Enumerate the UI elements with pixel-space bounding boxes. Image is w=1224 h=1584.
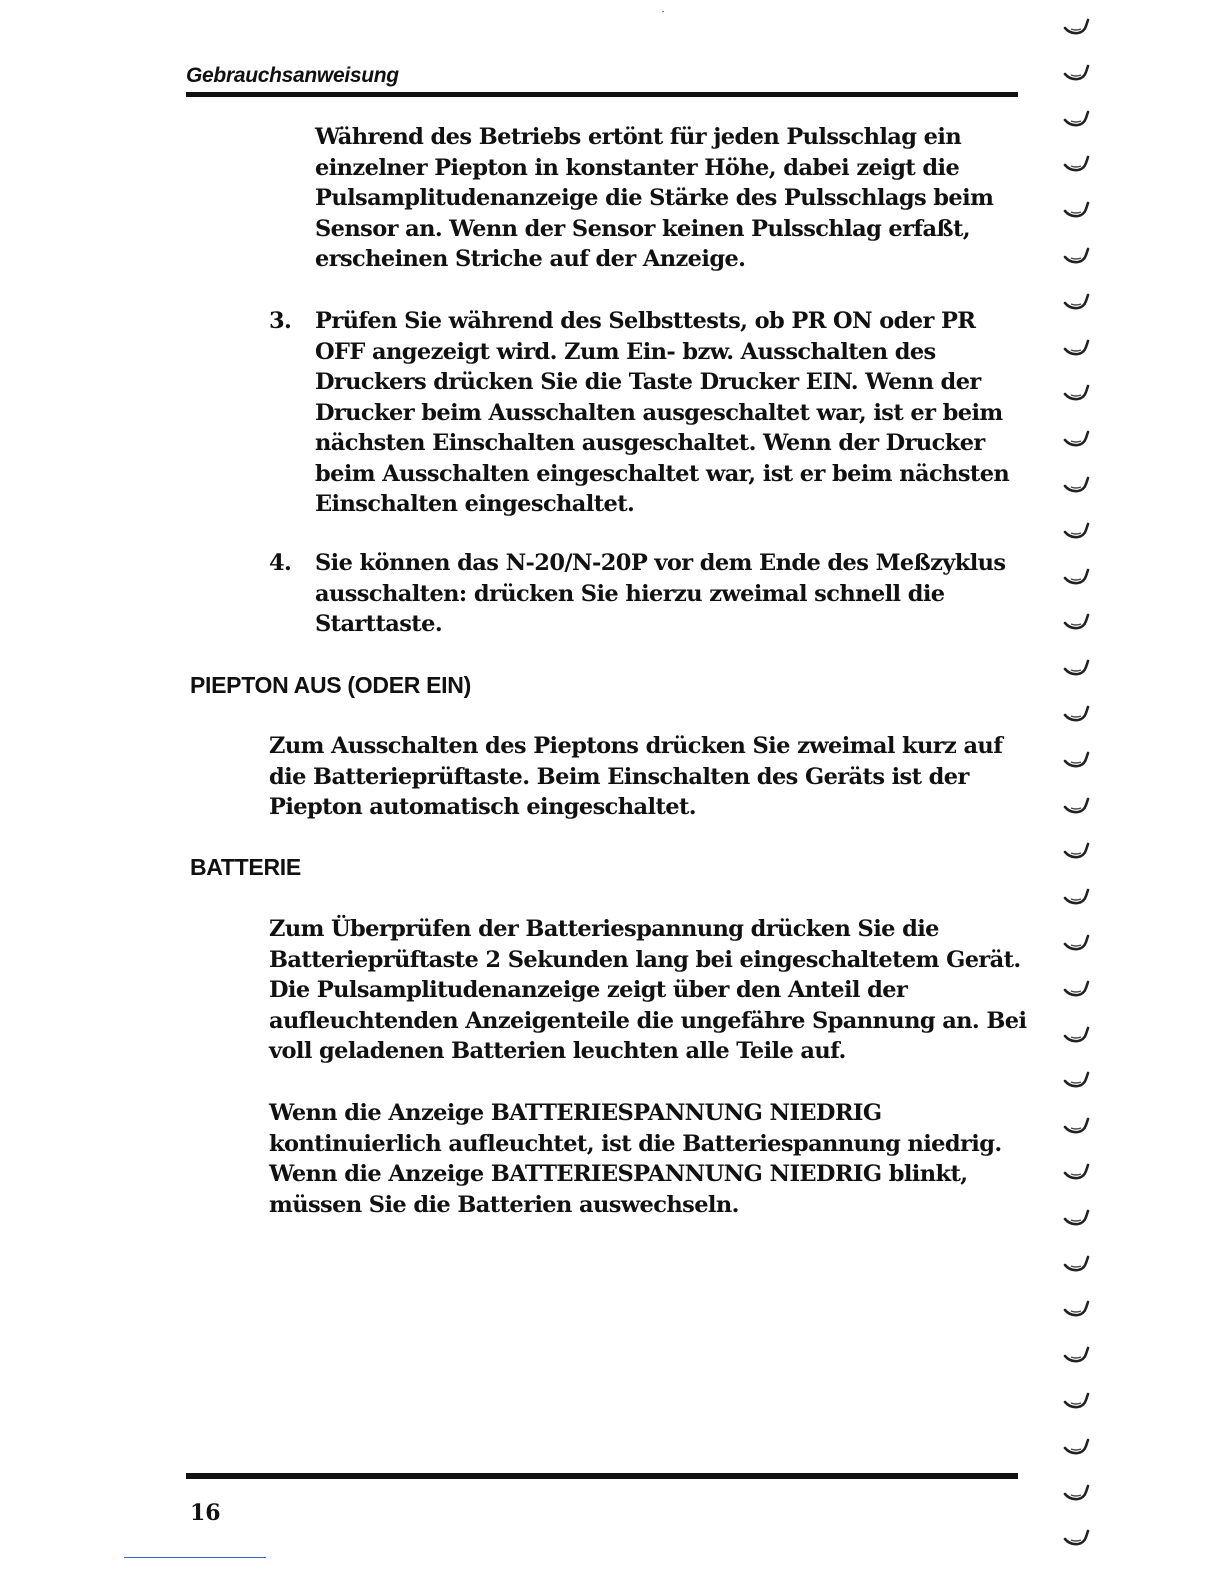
batterie-paragraph-2 — [269, 1098, 1002, 1220]
text-line: Sie können das N-20/N-20P vor dem Ende des Meßzyklus — [315, 550, 1006, 576]
text-line: Pulsamplitudenanzeige die Stärke des Pulsschlags beim — [315, 185, 994, 211]
text-line: einzelner Piepton in konstanter Höhe, dabei zeigt die — [315, 154, 960, 181]
text-line: Drucker beim Ausschalten ausgeschaltet war, ist er beim — [315, 399, 1003, 426]
spiral-binding-ring-icon — [1062, 1163, 1094, 1183]
spiral-binding-ring-icon — [1062, 155, 1094, 175]
page-header-title: Gebrauchsanweisung — [186, 64, 399, 87]
text-line: Zum Überprüfen der Batteriespannung drücken Sie die — [269, 916, 939, 942]
text-line: Die Pulsamplitudenanzeige zeigt über den Anteil der — [269, 977, 908, 1003]
spiral-binding-ring-icon — [1062, 1529, 1094, 1549]
spiral-binding-ring-icon — [1062, 842, 1094, 862]
text-line: Wenn die Anzeige BATTERIESPANNUNG NIEDRIG blinkt, — [269, 1161, 968, 1187]
spiral-binding-ring-icon — [1062, 1484, 1094, 1504]
text-line: erscheinen Striche auf der Anzeige. — [315, 246, 746, 272]
spiral-binding-ring-icon — [1062, 568, 1094, 588]
step-text — [315, 548, 1006, 640]
footer-rule — [186, 1473, 1018, 1479]
spiral-binding-ring-icon — [1062, 1346, 1094, 1366]
spiral-binding-ring-icon — [1062, 1026, 1094, 1046]
spiral-binding-ring-icon — [1062, 980, 1094, 1000]
spiral-binding-ring-icon — [1062, 934, 1094, 954]
text-line: Zum Ausschalten des Pieptons drücken Sie zweimal kurz auf — [269, 733, 1003, 759]
text-line: beim Ausschalten eingeschaltet war, ist er beim nächsten — [315, 460, 1010, 487]
spiral-binding-ring-icon — [1062, 64, 1094, 84]
spiral-binding-ring-icon — [1062, 888, 1094, 908]
spiral-binding-ring-icon — [1062, 613, 1094, 633]
section-heading-batterie: BATTERIE — [190, 854, 301, 880]
spiral-binding — [1062, 0, 1102, 1584]
spiral-binding-ring-icon — [1062, 1209, 1094, 1229]
spiral-binding-ring-icon — [1062, 110, 1094, 130]
spiral-binding-ring-icon — [1062, 751, 1094, 771]
spiral-binding-ring-icon — [1062, 522, 1094, 542]
spiral-binding-ring-icon — [1062, 659, 1094, 679]
text-line: voll geladenen Batterien leuchten alle Teile auf. — [269, 1038, 846, 1064]
text-line: Einschalten eingeschaltet. — [315, 491, 635, 517]
text-line: Wenn die Anzeige BATTERIESPANNUNG NIEDRIG — [269, 1100, 882, 1126]
spiral-binding-ring-icon — [1062, 201, 1094, 221]
text-line: Piepton automatisch eingeschaltet. — [269, 794, 696, 820]
spiral-binding-ring-icon — [1062, 1117, 1094, 1137]
spiral-binding-ring-icon — [1062, 293, 1094, 313]
spiral-binding-ring-icon — [1062, 384, 1094, 404]
text-line: Sensor an. Wenn der Sensor keinen Pulsschlag erfaßt, — [315, 215, 970, 242]
intro-paragraph — [315, 122, 993, 275]
link-underline — [124, 1557, 266, 1558]
spiral-binding-ring-icon — [1062, 797, 1094, 817]
text-line: müssen Sie die Batterien auswechseln. — [269, 1191, 739, 1218]
spiral-binding-ring-icon — [1062, 705, 1094, 725]
spiral-binding-ring-icon — [1062, 1255, 1094, 1275]
text-line: OFF angezeigt wird. Zum Ein- bzw. Ausschalten des — [315, 338, 936, 365]
text-line: Während des Betriebs ertönt für jeden Pulsschlag ein — [315, 124, 962, 150]
step-text — [315, 306, 1009, 520]
batterie-paragraph-1 — [269, 914, 1026, 1067]
text-line: die Batterieprüftaste. Beim Einschalten des Geräts ist der — [269, 763, 969, 790]
spiral-binding-ring-icon — [1062, 1438, 1094, 1458]
spiral-binding-ring-icon — [1062, 430, 1094, 450]
spiral-binding-ring-icon — [1062, 339, 1094, 359]
piepton-paragraph — [269, 731, 1002, 823]
section-heading-piepton: PIEPTON AUS (ODER EIN) — [190, 672, 471, 698]
spiral-binding-ring-icon — [1062, 1300, 1094, 1320]
text-line: kontinuierlich aufleuchtet, ist die Batteriespannung niedrig. — [269, 1130, 1002, 1157]
text-line: Druckers drücken Sie die Taste Drucker EIN. Wenn der — [315, 369, 981, 395]
list-item-step-4 — [269, 548, 1006, 640]
header-rule — [186, 92, 1018, 97]
list-item-step-3 — [269, 306, 1009, 520]
text-line: Batterieprüftaste 2 Sekunden lang bei eingeschaltetem Gerät. — [269, 946, 1021, 973]
spiral-binding-ring-icon — [1062, 18, 1094, 38]
spiral-binding-ring-icon — [1062, 1071, 1094, 1091]
step-number: 4. — [269, 550, 292, 576]
text-line: ausschalten: drücken Sie hierzu zweimal schnell die — [315, 580, 945, 607]
text-line: aufleuchtenden Anzeigenteile die ungefähre Spannung an. Bei — [269, 1007, 1027, 1034]
scan-speck — [662, 11, 664, 12]
spiral-binding-ring-icon — [1062, 1392, 1094, 1412]
page-number: 16 — [190, 1500, 221, 1526]
spiral-binding-ring-icon — [1062, 476, 1094, 496]
text-line: Prüfen Sie während des Selbsttests, ob PR ON oder PR — [315, 308, 976, 334]
text-line: Starttaste. — [315, 611, 443, 637]
step-number: 3. — [269, 308, 292, 334]
spiral-binding-ring-icon — [1062, 247, 1094, 267]
text-line: nächsten Einschalten ausgeschaltet. Wenn der Drucker — [315, 430, 985, 456]
